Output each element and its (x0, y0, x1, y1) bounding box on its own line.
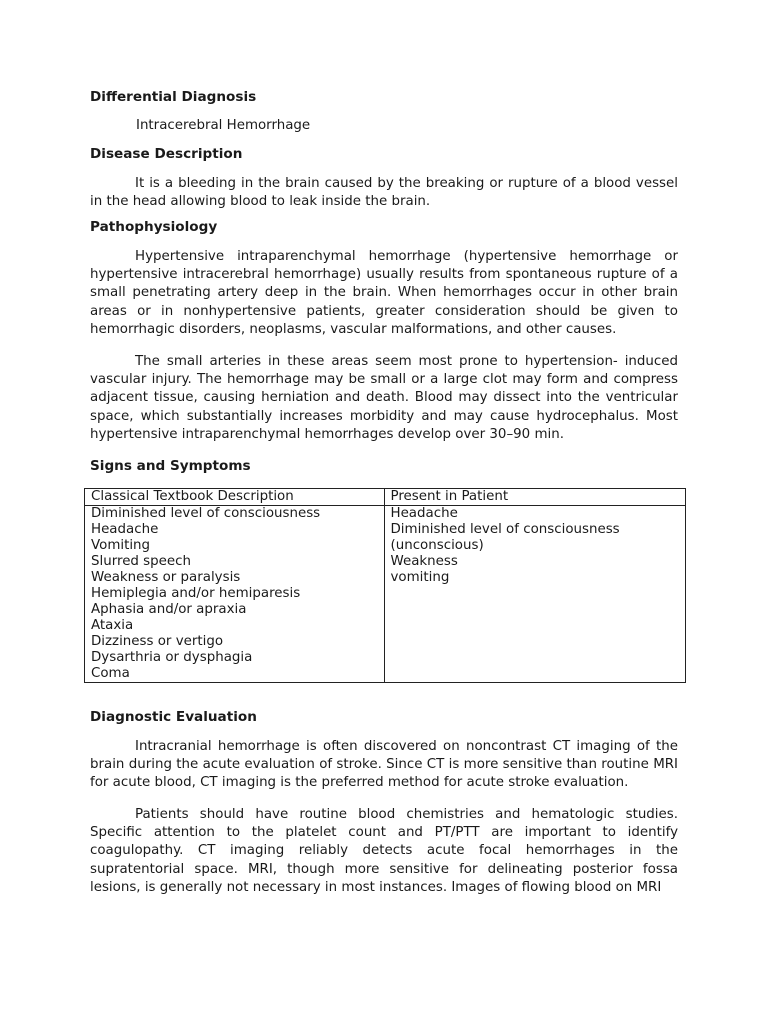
diagnostic-evaluation-paragraph-1 (90, 738, 678, 793)
pathophysiology-text-1: Hypertensive intraparenchymal hemorrhage (hypertensive hemorrhage or hypertensive intracerebral hemorrhage) usually results from spontaneous rupture of a small penetrating artery deep in the brain. When hemorrhages occur in other brain areas or in nonhypertensive patients, greater consideration should be given to hemorrhagic disorders, neoplasms, vascular malformations, and other causes. (90, 249, 678, 337)
diagnostic-evaluation-text-1: Intracranial hemorrhage is often discovered on noncontrast CT imaging of the brain during the acute evaluation of stroke. Since CT is more sensitive than routine MRI for acute blood, CT imaging is the preferred method for acute stroke evaluation. (90, 739, 678, 791)
classical-symptom: Ataxia (91, 618, 134, 633)
classical-symptom: Vomiting (91, 538, 151, 553)
table-header-patient: Present in Patient (384, 489, 686, 506)
diagnostic-evaluation-text-2: Patients should have routine blood chemistries and hematologic studies. Specific attention to the platelet count and PT/PTT are important to identify coagulopathy. CT imaging reliably detects acute focal hemorrhages in the supratentorial space. MRI, though more sensitive for delineating posterior fossa lesions, is generally not necessary in most instances. Images of flowing blood on MRI (90, 807, 678, 895)
classical-symptom: Hemiplegia and/or hemiparesis (91, 586, 301, 601)
signs-symptoms-table (84, 488, 686, 683)
diagnostic-evaluation-paragraph-2 (90, 806, 678, 897)
patient-symptom: Weakness (390, 554, 458, 569)
classical-symptom: Slurred speech (91, 554, 191, 569)
disease-description-heading: Disease Description (90, 146, 243, 162)
patient-symptom: vomiting (390, 570, 450, 585)
classical-symptom: Headache (91, 522, 159, 537)
classical-symptom: Dizziness or vertigo (91, 634, 224, 649)
pathophysiology-paragraph-1 (90, 248, 678, 339)
differential-diagnosis-value: Intracerebral Hemorrhage (136, 118, 311, 133)
disease-description-paragraph (90, 175, 678, 211)
pathophysiology-heading: Pathophysiology (90, 219, 218, 235)
classical-symptom: Aphasia and/or apraxia (91, 602, 247, 617)
pathophysiology-paragraph-2 (90, 353, 678, 444)
patient-symptom: Headache (390, 506, 458, 521)
signs-and-symptoms-heading: Signs and Symptoms (90, 458, 251, 474)
patient-symptom: Diminished level of consciousness (390, 522, 620, 537)
classical-symptom: Weakness or paralysis (91, 570, 241, 585)
differential-diagnosis-heading: Differential Diagnosis (90, 89, 257, 105)
diagnostic-evaluation-heading: Diagnostic Evaluation (90, 709, 257, 725)
classical-symptom: Dysarthria or dysphagia (91, 650, 253, 665)
classical-symptoms-cell (85, 506, 385, 683)
pathophysiology-text-2: The small arteries in these areas seem most prone to hypertension- induced vascular injury. The hemorrhage may be small or a large clot may form and compress adjacent tissue, causing herniation and death. Blood may dissect into the ventricular space, which substantially increases morbidity and may cause hydrocephalus. Most hypertensive intraparenchymal hemorrhages develop over 30–90 min. (90, 354, 678, 442)
patient-symptom: (unconscious) (390, 538, 484, 553)
patient-symptoms-cell (384, 506, 686, 683)
classical-symptom: Diminished level of consciousness (91, 506, 321, 521)
table-header-classical: Classical Textbook Description (85, 489, 385, 506)
classical-symptom: Coma (91, 666, 130, 681)
table-header-row (85, 489, 686, 506)
disease-description-text: It is a bleeding in the brain caused by the breaking or rupture of a blood vessel in the head allowing blood to leak inside the brain. (90, 176, 678, 210)
table-row (85, 506, 686, 683)
